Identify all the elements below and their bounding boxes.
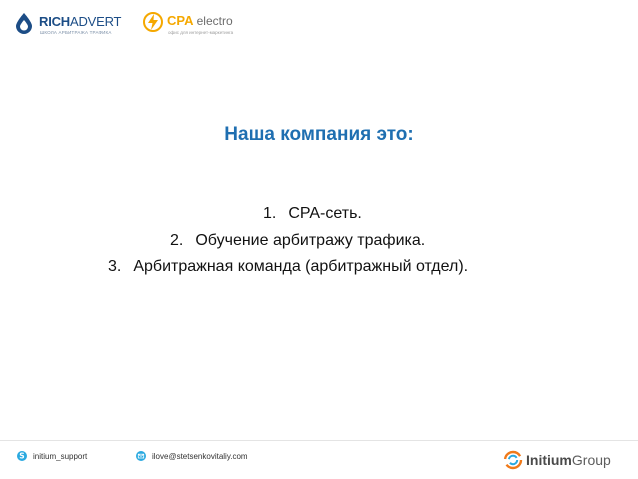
list-item-text: Обучение арбитражу трафика. xyxy=(195,232,426,249)
header-logos xyxy=(13,9,253,39)
richadvert-logo-text xyxy=(39,14,121,29)
logo-bold-part: RICH xyxy=(39,14,70,29)
cpa-electro-tagline: офис для интернет-маркетинга xyxy=(168,30,234,35)
logo-bold-part: CPA xyxy=(167,13,193,28)
logo-thin-part: ADVERT xyxy=(69,14,122,29)
skype-icon xyxy=(17,451,27,461)
brand-bold-part: Initium xyxy=(526,452,572,468)
email-address: ilove@stetsenkovitaliy.com xyxy=(152,452,248,461)
cpa-electro-logo-text xyxy=(167,13,233,28)
initium-group-logo xyxy=(503,449,628,473)
richadvert-tagline: ШКОЛА АРБИТРАЖА ТРАФИКА xyxy=(40,30,112,35)
list-item-number: 3. xyxy=(108,258,122,275)
svg-text:S: S xyxy=(19,451,25,461)
list-item-text: CPA-сеть. xyxy=(288,205,362,222)
initium-swirl-icon xyxy=(503,450,523,470)
drop-logo-icon xyxy=(13,12,35,34)
list-item xyxy=(108,258,468,276)
logo-thin-part: electro xyxy=(196,14,233,28)
list-item-number: 1. xyxy=(263,205,277,222)
lightning-logo-icon xyxy=(143,11,163,33)
list-item-text: Арбитражная команда (арбитражный отдел). xyxy=(133,258,469,275)
email-icon xyxy=(136,451,146,461)
footer-divider xyxy=(0,440,638,441)
list-item xyxy=(170,232,425,250)
brand-thin-part: Group xyxy=(571,452,611,468)
list-item-number: 2. xyxy=(170,232,184,249)
skype-handle: initium_support xyxy=(33,452,88,461)
list-item xyxy=(263,205,362,223)
slide-title: Наша компания это: xyxy=(224,124,414,145)
initium-group-name xyxy=(526,452,611,468)
footer xyxy=(0,449,638,473)
